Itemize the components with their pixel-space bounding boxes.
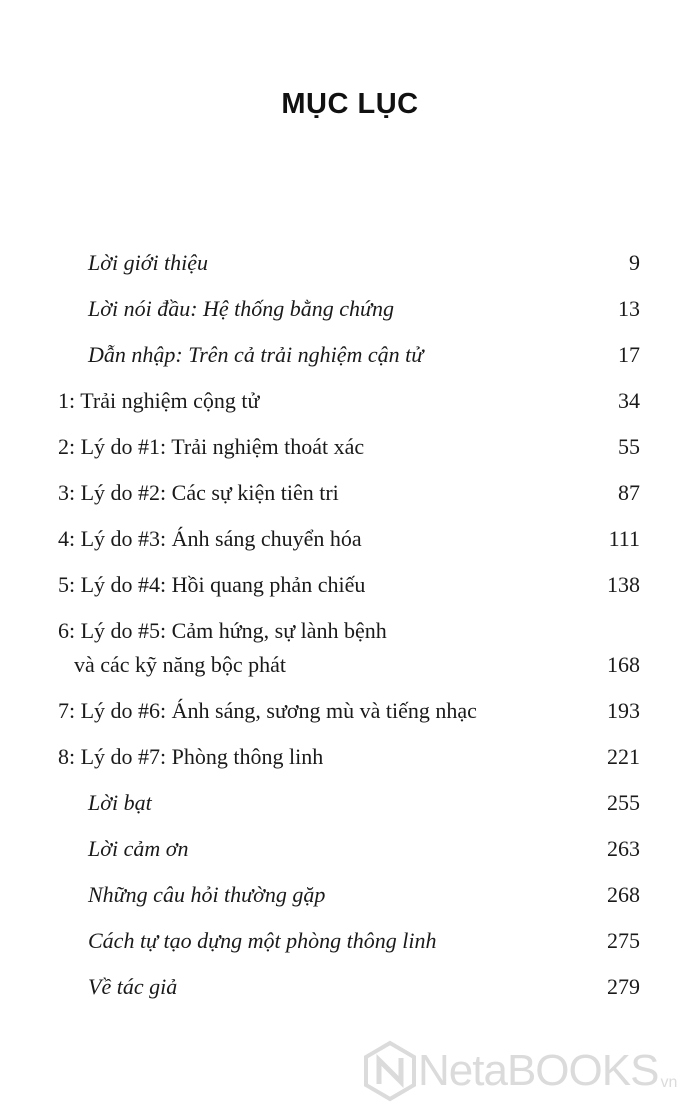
toc-entry[interactable] — [58, 516, 640, 562]
toc-entry[interactable] — [58, 424, 640, 470]
watermark-brand: NetaBOOKS — [418, 1046, 659, 1095]
toc-entry-page-number: 17 — [618, 342, 640, 367]
toc-entry-title: 4: Lý do #3: Ánh sáng chuyển hóa — [58, 526, 362, 551]
toc-entry-title: Những câu hỏi thường gặp — [88, 882, 326, 907]
toc-entry-page-number: 279 — [607, 974, 640, 999]
toc-entry[interactable] — [58, 780, 640, 826]
toc-entry-title: Lời bạt — [88, 790, 152, 815]
toc-entry-title: 1: Trải nghiệm cộng tử — [58, 388, 260, 413]
toc-entry[interactable] — [58, 608, 640, 676]
toc-entry-title: 3: Lý do #2: Các sự kiện tiên tri — [58, 480, 339, 505]
table-of-contents — [58, 240, 640, 1010]
toc-entry[interactable] — [58, 918, 640, 964]
page-title: MỤC LỤC — [281, 88, 419, 120]
toc-entry-title: 7: Lý do #6: Ánh sáng, sương mù và tiếng nhạc — [58, 698, 477, 723]
toc-entry-page-number: 275 — [607, 928, 640, 953]
toc-entry-page-number: 268 — [607, 882, 640, 907]
toc-entry-page-number: 138 — [607, 572, 640, 597]
toc-entry-title: 8: Lý do #7: Phòng thông linh — [58, 744, 324, 769]
toc-entry-page-number: 9 — [629, 250, 640, 275]
toc-entry[interactable] — [58, 286, 640, 332]
toc-entry-page-number: 55 — [618, 434, 640, 459]
toc-entry-title: Lời giới thiệu — [88, 250, 209, 275]
toc-entry-page-number: 13 — [618, 296, 640, 321]
toc-entry-page-number: 168 — [607, 652, 640, 677]
toc-entry[interactable] — [58, 470, 640, 516]
toc-entry-title: Cách tự tạo dựng một phòng thông linh — [88, 928, 437, 953]
toc-entry[interactable] — [58, 332, 640, 378]
toc-entry-title-line: và các kỹ năng bộc phát — [74, 652, 286, 677]
toc-entry[interactable] — [58, 378, 640, 424]
toc-entry[interactable] — [58, 734, 640, 780]
toc-entry[interactable] — [58, 964, 640, 1010]
watermark — [362, 1040, 677, 1102]
toc-entry-page-number: 34 — [618, 388, 640, 413]
toc-entry[interactable] — [58, 872, 640, 918]
toc-entry-title — [58, 608, 387, 676]
toc-entry-page-number: 263 — [607, 836, 640, 861]
toc-entry-page-number: 87 — [618, 480, 640, 505]
toc-entry[interactable] — [58, 826, 640, 872]
toc-entry-title: 5: Lý do #4: Hồi quang phản chiếu — [58, 572, 366, 597]
toc-entry-title: 2: Lý do #1: Trải nghiệm thoát xác — [58, 434, 365, 459]
toc-entry-page-number: 193 — [607, 698, 640, 723]
toc-entry-title-line: 6: Lý do #5: Cảm hứng, sự lành bệnh — [58, 618, 387, 643]
toc-entry-title: Về tác giả — [88, 974, 178, 999]
netabooks-logo-icon — [362, 1040, 418, 1102]
toc-entry-title: Lời nói đầu: Hệ thống bằng chứng — [88, 296, 395, 321]
toc-entry-page-number: 111 — [608, 526, 640, 551]
watermark-suffix: vn — [660, 1074, 678, 1091]
toc-entry[interactable] — [58, 240, 640, 286]
toc-entry-page-number: 221 — [607, 744, 640, 769]
toc-entry-title: Lời cảm ơn — [88, 836, 189, 861]
toc-entry-page-number: 255 — [607, 790, 640, 815]
toc-entry-title: Dẫn nhập: Trên cả trải nghiệm cận tử — [88, 342, 424, 367]
toc-entry[interactable] — [58, 562, 640, 608]
toc-entry[interactable] — [58, 688, 640, 734]
